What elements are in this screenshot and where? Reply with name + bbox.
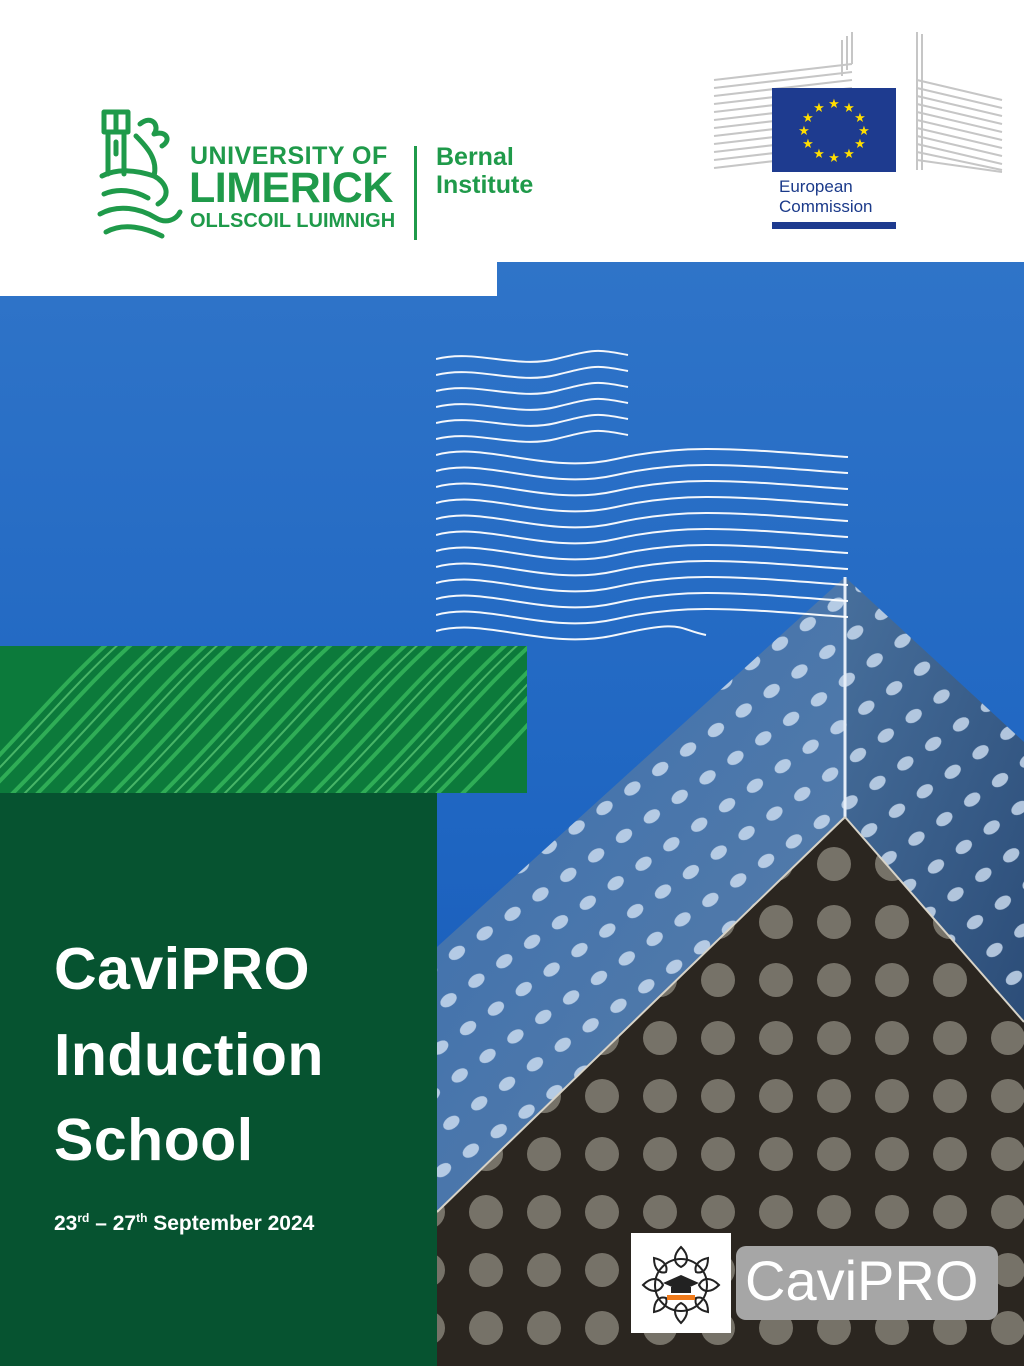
limerick-text: LIMERICK — [189, 164, 393, 212]
bernal-text: Bernal — [436, 143, 514, 171]
eu-flag-icon — [772, 88, 896, 172]
svg-text:★: ★ — [802, 137, 814, 152]
svg-text:★: ★ — [828, 151, 840, 166]
svg-text:★: ★ — [858, 124, 870, 139]
lotus-graduation-cap-icon — [631, 1233, 731, 1333]
svg-text:★: ★ — [798, 124, 810, 139]
end-day: 27 — [112, 1212, 137, 1235]
svg-text:★: ★ — [843, 101, 855, 116]
svg-text:★: ★ — [828, 97, 840, 112]
start-day-suffix: rd — [77, 1211, 90, 1225]
event-title-line-2: Induction — [54, 1022, 324, 1088]
svg-text:★: ★ — [854, 137, 866, 152]
stag-and-castle-crest-icon — [96, 104, 186, 244]
end-day-suffix: th — [136, 1211, 148, 1225]
event-title-line-1: CaviPRO — [54, 936, 310, 1002]
ollscoil-luimnigh-text: OLLSCOIL LUIMNIGH — [190, 210, 396, 232]
institute-text: Institute — [436, 171, 534, 199]
date-month-year: September 2024 — [147, 1212, 315, 1235]
commission-underline — [772, 222, 896, 229]
university-of-text: UNIVERSITY OF — [190, 142, 388, 170]
svg-text:★: ★ — [813, 101, 825, 116]
wave-lines-decoration — [436, 345, 851, 650]
european-text: European — [779, 177, 853, 196]
svg-text:★: ★ — [813, 147, 825, 162]
logo-divider — [414, 146, 417, 240]
event-date — [54, 1211, 314, 1236]
start-day: 23 — [54, 1212, 78, 1235]
cavipro-wordmark: CaviPRO — [745, 1249, 979, 1312]
green-stripes-decoration — [0, 646, 527, 793]
date-separator: – — [89, 1212, 113, 1235]
commission-text: Commission — [779, 197, 873, 216]
svg-text:★: ★ — [802, 111, 814, 126]
cavipro-logo-box — [631, 1233, 731, 1333]
svg-text:★: ★ — [843, 147, 855, 162]
event-title-line-3: School — [54, 1107, 254, 1173]
svg-text:★: ★ — [854, 111, 866, 126]
